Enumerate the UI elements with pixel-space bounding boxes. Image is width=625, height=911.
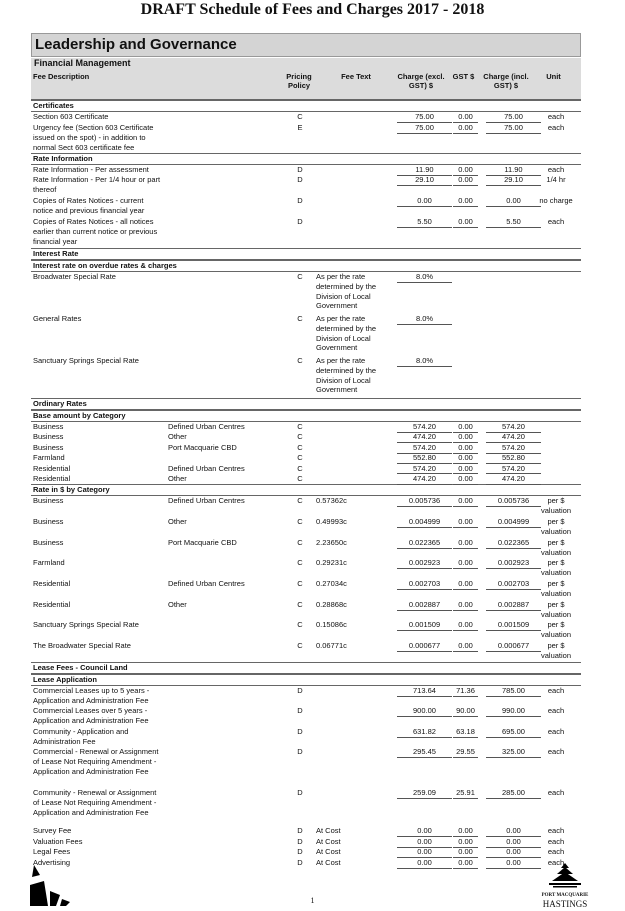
- cell-p: D: [297, 747, 303, 757]
- cell-ex: 75.00: [397, 123, 452, 134]
- cell-text: At Cost: [316, 826, 341, 836]
- cell-gst: 0.00: [453, 422, 478, 433]
- cell-gst: 0.00: [453, 496, 478, 507]
- cell-p: C: [297, 442, 303, 452]
- cell-text: 0.28868c: [316, 599, 347, 609]
- cell-in: 574.20: [486, 443, 541, 454]
- table-row: [31, 727, 581, 748]
- fee-schedule: [31, 33, 581, 868]
- logo-line1: PORT MACQUARIE: [541, 893, 589, 898]
- cell-unit: per $ valuation: [540, 496, 572, 516]
- cell-gst: 0.00: [453, 837, 478, 848]
- cell-in: 0.00: [486, 826, 541, 837]
- cell-desc: Farmland: [33, 453, 65, 463]
- table-row: [31, 453, 581, 463]
- table-row: [31, 847, 581, 858]
- cell-p: C: [297, 620, 303, 630]
- cell-p: C: [297, 558, 303, 568]
- cell-unit: each: [547, 726, 565, 736]
- cell-ex: 631.82: [397, 727, 452, 738]
- cell-text: As per the rate determined by the Division of Local Government: [316, 272, 377, 311]
- cell-desc: Business: [33, 496, 64, 506]
- cell-desc: Business: [33, 422, 64, 431]
- cell-desc: Farmland: [33, 558, 65, 568]
- cell-in: 5.50: [486, 217, 541, 228]
- cell-unit: each: [547, 165, 565, 174]
- cell-gst: 0.00: [453, 217, 478, 228]
- cell-p: C: [297, 272, 303, 281]
- table-row: [31, 858, 581, 869]
- cell-p: D: [297, 196, 303, 205]
- cell-text: 0.29231c: [316, 558, 347, 568]
- cell-in: 0.002887: [486, 600, 541, 611]
- cell-text: 0.06771c: [316, 641, 347, 651]
- cell-unit: per $ valuation: [540, 558, 572, 578]
- table-row: [31, 196, 581, 217]
- group-heading: Lease Fees - Council Land: [31, 662, 581, 674]
- cell-in: 695.00: [486, 727, 541, 738]
- cell-gst: 0.00: [453, 432, 478, 443]
- col-unit: Unit: [546, 72, 561, 81]
- cell-cat: Port Macquarie CBD: [168, 537, 237, 547]
- cell-p: C: [297, 641, 303, 651]
- cell-gst: 0.00: [453, 175, 478, 186]
- col-fee-text: Fee Text: [341, 72, 371, 81]
- cell-text: At Cost: [316, 847, 341, 857]
- cell-p: D: [297, 847, 303, 857]
- table-row: [31, 432, 581, 442]
- cell-gst: 0.00: [453, 112, 478, 123]
- cell-ex: 295.45: [397, 747, 452, 758]
- cell-unit: each: [547, 112, 565, 121]
- cell-in: 0.001509: [486, 620, 541, 631]
- cell-p: C: [297, 496, 303, 506]
- table-row: [31, 496, 581, 517]
- group-heading: Certificates: [31, 100, 581, 112]
- cell-in: 474.20: [486, 432, 541, 443]
- cell-in: 325.00: [486, 747, 541, 758]
- cell-cat: Defined Urban Centres: [168, 579, 245, 589]
- cell-in: 990.00: [486, 706, 541, 717]
- cell-cat: Port Macquarie CBD: [168, 442, 237, 452]
- cell-p: C: [297, 579, 303, 589]
- table-row: [31, 112, 581, 123]
- cell-ex: 0.002923: [397, 558, 452, 569]
- cell-in: 574.20: [486, 464, 541, 475]
- cell-ex: 0.002887: [397, 600, 452, 611]
- cell-in: 574.20: [486, 422, 541, 433]
- table-row: [31, 443, 581, 453]
- cell-p: D: [297, 706, 303, 716]
- cell-desc: Business: [33, 517, 64, 527]
- cell-ex: 574.20: [397, 422, 452, 433]
- cell-p: C: [297, 463, 303, 473]
- cell-in: 285.00: [486, 788, 541, 799]
- tree-emblem-icon: [545, 862, 585, 888]
- table-row: [31, 826, 581, 837]
- cell-in: 0.00: [486, 847, 541, 858]
- table-row: [31, 175, 581, 196]
- cell-ex: 0.004999: [397, 517, 452, 528]
- cell-unit: per $ valuation: [540, 641, 572, 660]
- document-title: DRAFT Schedule of Fees and Charges 2017 - 2018: [140, 1, 485, 18]
- cell-ex: 75.00: [397, 112, 452, 123]
- cell-unit: 1/4 hr: [546, 175, 566, 184]
- table-row: [31, 788, 581, 826]
- cell-unit: per $ valuation: [540, 579, 572, 598]
- table-row: [31, 314, 581, 356]
- cell-cat: Defined Urban Centres: [168, 463, 245, 473]
- cell-gst: 0.00: [453, 579, 478, 590]
- cell-ex: 574.20: [397, 464, 452, 475]
- cell-unit: each: [547, 747, 565, 757]
- group-heading: Interest Rate: [31, 248, 581, 260]
- cell-desc: Urgency fee (Section 603 Certificate issued on the spot) - in addition to normal Sect 603 certificate fee: [33, 123, 154, 152]
- cell-unit: each: [547, 217, 565, 226]
- cell-p: C: [297, 432, 303, 442]
- cell-desc: Rate Information - Per assessment: [33, 165, 149, 174]
- cell-gst: 0.00: [453, 165, 478, 176]
- col-charge-excl: Charge (excl. GST) $: [397, 72, 445, 90]
- cell-ex: 8.0%: [397, 314, 452, 325]
- cell-desc: Residential: [33, 579, 71, 589]
- cell-ex: 474.20: [397, 474, 452, 485]
- cell-text: 0.15086c: [316, 620, 347, 630]
- cell-ex: 0.00: [397, 826, 452, 837]
- cell-desc: Community - Renewal or Assignment of Lease Not Requiring Amendment - Application and Administration Fee: [33, 788, 157, 817]
- cell-desc: General Rates: [33, 314, 82, 323]
- cell-ex: 0.00: [397, 858, 452, 869]
- cell-gst: 0.00: [453, 453, 478, 464]
- table-row: [31, 641, 581, 662]
- cell-desc: Broadwater Special Rate: [33, 272, 116, 281]
- cell-ex: 0.00: [397, 847, 452, 858]
- cell-gst: 90.00: [453, 706, 478, 717]
- table-row: [31, 837, 581, 848]
- cell-gst: 0.00: [453, 620, 478, 631]
- cell-in: 0.002923: [486, 558, 541, 569]
- cell-in: 474.20: [486, 474, 541, 485]
- cell-unit: each: [547, 706, 565, 716]
- cell-in: 75.00: [486, 123, 541, 134]
- cell-desc: Valuation Fees: [33, 836, 83, 846]
- cell-desc: Advertising: [33, 857, 71, 867]
- cell-ex: 8.0%: [397, 356, 452, 367]
- cell-gst: 0.00: [453, 538, 478, 549]
- table-row: [31, 356, 581, 398]
- cell-gst: 0.00: [453, 600, 478, 611]
- cell-unit: per $ valuation: [540, 537, 572, 557]
- group-heading: Base amount by Category: [31, 410, 581, 422]
- cell-unit: each: [547, 857, 565, 867]
- table-row: [31, 474, 581, 484]
- cell-unit: each: [547, 847, 565, 857]
- cell-gst: 0.00: [453, 464, 478, 475]
- cell-desc: Residential: [33, 599, 71, 609]
- cell-ex: 574.20: [397, 443, 452, 454]
- table-row: [31, 620, 581, 641]
- cell-ex: 11.90: [397, 165, 452, 176]
- cell-in: 11.90: [486, 165, 541, 176]
- cell-desc: Copies of Rates Notices - all notices earlier than current notice or previous financial year: [33, 217, 158, 246]
- cell-text: 2.23650c: [316, 537, 347, 547]
- table-row: [31, 558, 581, 579]
- cell-ex: 0.022365: [397, 538, 452, 549]
- table-row: [31, 272, 581, 314]
- col-gst: GST $: [452, 72, 475, 81]
- cell-text: As per the rate determined by the Division of Local Government: [316, 314, 377, 353]
- table-header: [31, 69, 581, 100]
- cell-cat: Defined Urban Centres: [168, 422, 245, 431]
- cell-ex: 0.000677: [397, 641, 452, 652]
- cell-p: D: [297, 685, 303, 695]
- cell-gst: 0.00: [453, 858, 478, 869]
- cell-p: D: [297, 826, 303, 836]
- cell-desc: The Broadwater Special Rate: [33, 641, 131, 651]
- cell-ex: 0.001509: [397, 620, 452, 631]
- cell-in: 0.005736: [486, 496, 541, 507]
- cell-in: 0.000677: [486, 641, 541, 652]
- cell-desc: Commercial Leases over 5 years - Application and Administration Fee: [33, 706, 149, 726]
- cell-p: D: [297, 175, 303, 184]
- cell-p: C: [297, 473, 303, 483]
- cell-ex: 29.10: [397, 175, 452, 186]
- group-heading: Rate in $ by Category: [31, 484, 581, 496]
- cell-unit: each: [547, 826, 565, 836]
- cell-gst: 0.00: [453, 123, 478, 134]
- cell-unit: no charge: [539, 196, 573, 205]
- table-row: [31, 706, 581, 727]
- group-heading: Interest rate on overdue rates & charges: [31, 260, 581, 272]
- cell-p: C: [297, 517, 303, 527]
- logo-line2: HASTINGS: [542, 899, 588, 909]
- cell-text: 0.27034c: [316, 579, 347, 589]
- cell-gst: 25.91: [453, 788, 478, 799]
- table-row: [31, 600, 581, 621]
- cell-cat: Other: [168, 599, 187, 609]
- cell-p: C: [297, 314, 303, 323]
- table-row: [31, 579, 581, 600]
- cell-ex: 0.00: [397, 837, 452, 848]
- cell-ex: 552.80: [397, 453, 452, 464]
- cell-in: 0.004999: [486, 517, 541, 528]
- cell-desc: Commercial Leases up to 5 years - Application and Administration Fee: [33, 685, 150, 705]
- cell-p: D: [297, 726, 303, 736]
- cell-p: C: [297, 599, 303, 609]
- cell-in: 75.00: [486, 112, 541, 123]
- cell-gst: 0.00: [453, 847, 478, 858]
- cell-text: At Cost: [316, 857, 341, 867]
- cell-cat: Other: [168, 432, 187, 442]
- cell-p: D: [297, 165, 303, 174]
- cell-unit: per $ valuation: [540, 599, 572, 619]
- cell-p: C: [297, 537, 303, 547]
- cell-text: As per the rate determined by the Division of Local Government: [316, 356, 377, 395]
- cell-unit: each: [547, 685, 565, 695]
- cell-desc: Rate Information - Per 1/4 hour or part thereof: [33, 175, 161, 194]
- cell-desc: Business: [33, 432, 64, 442]
- cell-desc: Residential: [33, 463, 71, 473]
- group-heading: Rate Information: [31, 153, 581, 165]
- table-row: [31, 464, 581, 474]
- cell-in: 0.00: [486, 837, 541, 848]
- cell-p: E: [297, 123, 303, 132]
- cell-unit: each: [547, 123, 565, 132]
- cell-desc: Community - Application and Administration Fee: [33, 726, 129, 746]
- cell-in: 29.10: [486, 175, 541, 186]
- cell-gst: 71.36: [453, 686, 478, 697]
- table-row: [31, 123, 581, 153]
- col-pricing-policy: Pricing Policy: [286, 72, 312, 90]
- table-row: [31, 538, 581, 559]
- cell-ex: 8.0%: [397, 272, 452, 283]
- cell-desc: Sanctuary Springs Special Rate: [33, 620, 139, 630]
- group-heading: Lease Application: [31, 674, 581, 686]
- cell-p: D: [297, 857, 303, 867]
- cell-desc: Copies of Rates Notices - current notice and previous financial year: [33, 196, 145, 215]
- cell-gst: 0.00: [453, 641, 478, 652]
- section-heading: Leadership and Governance: [31, 33, 581, 57]
- table-row: [31, 686, 581, 707]
- cell-in: 552.80: [486, 453, 541, 464]
- cell-in: 0.00: [486, 858, 541, 869]
- cell-ex: 713.64: [397, 686, 452, 697]
- cell-p: D: [297, 836, 303, 846]
- table-row: [31, 217, 581, 248]
- page-number: 1: [310, 896, 315, 905]
- cell-unit: per $ valuation: [540, 517, 572, 536]
- table-row: [31, 517, 581, 538]
- cell-desc: Section 603 Certificate: [33, 112, 109, 121]
- cell-in: 0.002703: [486, 579, 541, 590]
- cell-ex: 900.00: [397, 706, 452, 717]
- cell-gst: 29.55: [453, 747, 478, 758]
- cell-gst: 63.18: [453, 727, 478, 738]
- cell-unit: each: [547, 836, 565, 846]
- cell-in: 785.00: [486, 686, 541, 697]
- table-row: [31, 747, 581, 788]
- cell-desc: Survey Fee: [33, 826, 72, 836]
- cell-desc: Business: [33, 442, 64, 452]
- table-row: [31, 165, 581, 175]
- cell-unit: per $ valuation: [540, 620, 572, 640]
- cell-desc: Legal Fees: [33, 847, 71, 857]
- cell-text: 0.57362c: [316, 496, 347, 506]
- cell-cat: Defined Urban Centres: [168, 496, 245, 506]
- cell-desc: Sanctuary Springs Special Rate: [33, 356, 139, 365]
- cell-gst: 0.00: [453, 196, 478, 207]
- cell-cat: Other: [168, 473, 187, 483]
- cell-ex: 0.005736: [397, 496, 452, 507]
- col-fee-description: Fee Description: [33, 72, 90, 81]
- cell-p: C: [297, 422, 303, 431]
- cell-gst: 0.00: [453, 443, 478, 454]
- cell-p: C: [297, 112, 303, 121]
- cell-text: 0.49993c: [316, 517, 347, 527]
- table-row: [31, 422, 581, 432]
- cell-cat: Other: [168, 517, 187, 527]
- cell-desc: Business: [33, 537, 64, 547]
- table-body: [31, 100, 581, 868]
- cell-p: D: [297, 788, 303, 798]
- col-charge-incl: Charge (incl. GST) $: [483, 72, 529, 90]
- cell-gst: 0.00: [453, 474, 478, 485]
- group-heading: Ordinary Rates: [31, 398, 581, 410]
- cell-desc: Residential: [33, 473, 71, 483]
- cell-p: D: [297, 217, 303, 226]
- cell-p: C: [297, 453, 303, 463]
- cell-p: C: [297, 356, 303, 365]
- cell-in: 0.00: [486, 196, 541, 207]
- cell-in: 0.022365: [486, 538, 541, 549]
- cell-ex: 0.002703: [397, 579, 452, 590]
- cell-gst: 0.00: [453, 558, 478, 569]
- cell-ex: 0.00: [397, 196, 452, 207]
- cell-ex: 259.09: [397, 788, 452, 799]
- cell-gst: 0.00: [453, 826, 478, 837]
- cell-ex: 474.20: [397, 432, 452, 443]
- subsection-heading: Financial Management: [31, 58, 581, 69]
- cell-text: At Cost: [316, 836, 341, 846]
- cell-ex: 5.50: [397, 217, 452, 228]
- cell-desc: Commercial - Renewal or Assignment of Lease Not Requiring Amendment - Application and Administration Fee: [33, 747, 159, 776]
- cell-unit: each: [547, 788, 565, 798]
- cell-gst: 0.00: [453, 517, 478, 528]
